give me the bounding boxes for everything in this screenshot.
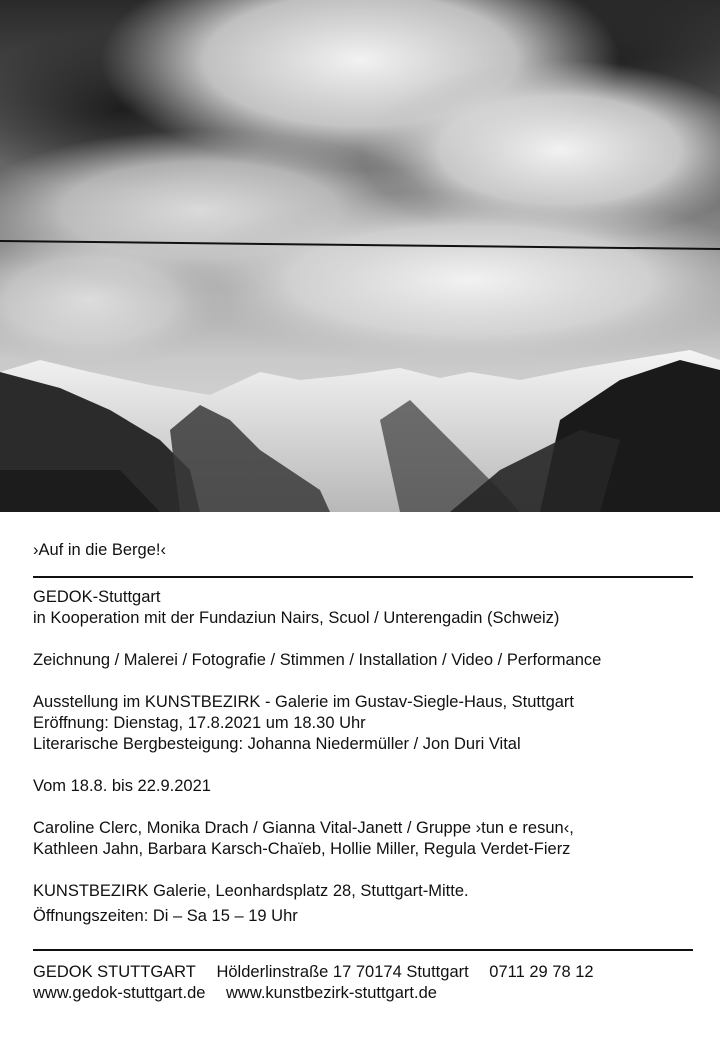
footer-address: Hölderlinstraße 17 70174 Stuttgart xyxy=(216,963,469,981)
opening: Eröffnung: Dienstag, 17.8.2021 um 18.30 Uhr xyxy=(33,714,366,732)
website-gedok[interactable]: www.gedok-stuttgart.de xyxy=(33,984,206,1002)
footer-websites xyxy=(33,983,693,1004)
venue-address: KUNSTBEZIRK Galerie, Leonhardsplatz 28, Stuttgart-Mitte. xyxy=(33,882,469,900)
exhibition-dates: Vom 18.8. bis 22.9.2021 xyxy=(33,777,211,795)
opening-hours: Öffnungszeiten: Di – Sa 15 – 19 Uhr xyxy=(33,907,298,925)
footer-phone: 0711 29 78 12 xyxy=(489,963,594,981)
exhibition-venue: Ausstellung im KUNSTBEZIRK - Galerie im Gustav-Siegle-Haus, Stuttgart xyxy=(33,693,575,711)
cooperation: in Kooperation mit der Fundaziun Nairs, Scuol / Unterengadin (Schweiz) xyxy=(33,609,560,627)
artists-line-2: Kathleen Jahn, Barbara Karsch-Chaïeb, Hollie Miller, Regula Verdet-Fierz xyxy=(33,840,571,858)
disciplines: Zeichnung / Malerei / Fotografie / Stimmen / Installation / Video / Performance xyxy=(33,651,602,669)
organizer: GEDOK-Stuttgart xyxy=(33,588,161,606)
footer-org: GEDOK STUTTGART xyxy=(33,963,196,981)
footer-contact xyxy=(33,962,693,983)
footer xyxy=(33,962,693,1004)
website-kunstbezirk[interactable]: www.kunstbezirk-stuttgart.de xyxy=(226,984,437,1002)
artists-line-1: Caroline Clerc, Monika Drach / Gianna Vital-Janett / Gruppe ›tun e resun‹, xyxy=(33,819,574,837)
divider-bottom xyxy=(33,949,693,951)
poster-text xyxy=(33,540,693,951)
poster-title: ›Auf in die Berge!‹ xyxy=(33,541,166,559)
mountain-photo xyxy=(0,0,720,512)
literary-event: Literarische Bergbesteigung: Johanna Niedermüller / Jon Duri Vital xyxy=(33,735,521,753)
